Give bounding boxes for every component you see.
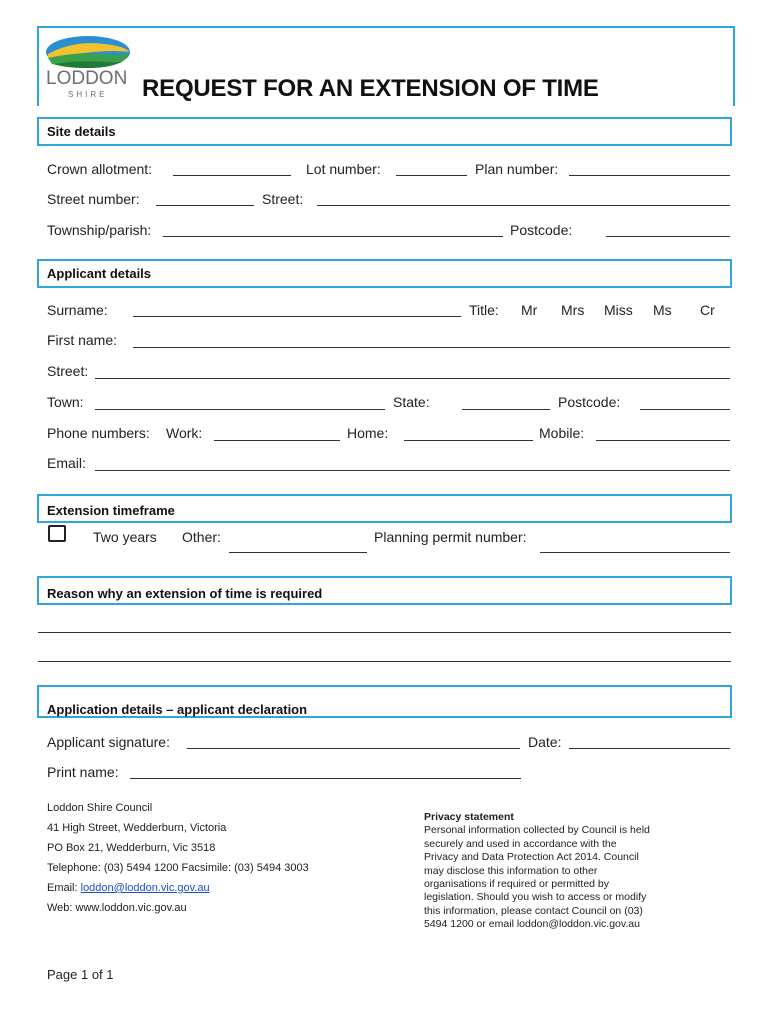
site-postcode-label: Postcode: (510, 222, 573, 238)
extension-timeframe-heading: Extension timeframe (47, 503, 175, 518)
state-field[interactable] (462, 409, 550, 410)
privacy-line: securely and used in accordance with the (424, 837, 617, 850)
privacy-line: this information, please contact Council on (03) (424, 904, 643, 917)
site-details-header (37, 117, 732, 146)
print-name-label: Print name: (47, 764, 119, 780)
loddon-logo (44, 34, 134, 104)
privacy-line: organisations if required or permitted by (424, 878, 610, 891)
title-option-mrs[interactable]: Mrs (561, 302, 585, 318)
other-label: Other: (182, 529, 221, 545)
surname-label: Surname: (47, 302, 108, 318)
site-postcode-field[interactable] (606, 236, 730, 237)
two-years-checkbox[interactable] (48, 525, 66, 542)
two-years-label: Two years (93, 529, 157, 545)
privacy-line: Privacy and Data Protection Act 2014. Council (424, 851, 639, 864)
email-label: Email: (47, 455, 86, 471)
council-address-1: 41 High Street, Wedderburn, Victoria (47, 822, 227, 834)
first-name-field[interactable] (133, 347, 730, 348)
reason-heading: Reason why an extension of time is required (47, 586, 323, 601)
title-label: Title: (469, 302, 499, 318)
privacy-statement (424, 811, 694, 932)
privacy-heading: Privacy statement (424, 811, 514, 823)
township-label: Township/parish: (47, 222, 152, 238)
signature-field[interactable] (187, 748, 520, 749)
date-field[interactable] (569, 748, 730, 749)
plan-number-field[interactable] (569, 175, 730, 176)
town-label: Town: (47, 394, 84, 410)
state-label: State: (393, 394, 430, 410)
applicant-postcode-field[interactable] (640, 409, 730, 410)
crown-allotment-label: Crown allotment: (47, 161, 153, 177)
other-field[interactable] (229, 552, 367, 553)
lot-number-label: Lot number: (306, 161, 381, 177)
date-label: Date: (528, 734, 562, 750)
work-phone-label: Work: (166, 425, 203, 441)
planning-permit-label: Planning permit number: (374, 529, 527, 545)
title-option-cr[interactable]: Cr (700, 302, 715, 318)
home-phone-field[interactable] (404, 440, 533, 441)
street-number-label: Street number: (47, 191, 140, 207)
street-field[interactable] (317, 205, 730, 206)
council-email-label: Email: (47, 882, 81, 894)
signature-label: Applicant signature: (47, 734, 170, 750)
reason-line-2[interactable] (38, 661, 731, 662)
planning-permit-field[interactable] (540, 552, 730, 553)
council-email-row (47, 882, 210, 894)
home-phone-label: Home: (347, 425, 389, 441)
surname-field[interactable] (133, 316, 461, 317)
council-name: Loddon Shire Council (47, 802, 153, 814)
first-name-label: First name: (47, 332, 118, 348)
page-title: REQUEST FOR AN EXTENSION OF TIME (142, 75, 599, 102)
privacy-line: legislation. Should you wish to access or modify (424, 891, 647, 904)
council-address-2: PO Box 21, Wedderburn, Vic 3518 (47, 842, 216, 854)
applicant-street-field[interactable] (95, 378, 730, 379)
street-number-field[interactable] (156, 205, 254, 206)
lot-number-field[interactable] (396, 175, 467, 176)
applicant-details-heading: Applicant details (47, 266, 152, 281)
title-option-miss[interactable]: Miss (604, 302, 633, 318)
print-name-field[interactable] (130, 778, 521, 779)
email-field[interactable] (95, 470, 730, 471)
title-option-ms[interactable]: Ms (653, 302, 672, 318)
mobile-phone-label: Mobile: (539, 425, 585, 441)
council-web: Web: www.loddon.vic.gov.au (47, 902, 187, 914)
phone-numbers-label: Phone numbers: (47, 425, 150, 441)
mobile-phone-field[interactable] (596, 440, 730, 441)
applicant-street-label: Street: (47, 363, 89, 379)
crown-allotment-field[interactable] (173, 175, 291, 176)
privacy-line: 5494 1200 or email loddon@loddon.vic.gov.au (424, 918, 640, 931)
plan-number-label: Plan number: (475, 161, 559, 177)
town-field[interactable] (95, 409, 385, 410)
reason-line-1[interactable] (38, 632, 731, 633)
applicant-postcode-label: Postcode: (558, 394, 621, 410)
privacy-line: may disclose this information to other (424, 864, 598, 877)
title-option-mr[interactable]: Mr (521, 302, 538, 318)
township-field[interactable] (163, 236, 503, 237)
work-phone-field[interactable] (214, 440, 340, 441)
logo-subtext: SHIRE (68, 90, 108, 99)
council-phone: Telephone: (03) 5494 1200 Facsimile: (03) 5494 3003 (47, 862, 309, 874)
declaration-heading: Application details – applicant declaration (47, 702, 308, 717)
street-label: Street: (262, 191, 304, 207)
council-email-link[interactable]: loddon@loddon.vic.gov.au (80, 882, 210, 894)
logo-wordmark: LODDON (46, 68, 128, 89)
privacy-line: Personal information collected by Council is held (424, 824, 650, 837)
site-details-heading: Site details (47, 124, 116, 139)
page-number: Page 1 of 1 (47, 967, 114, 982)
